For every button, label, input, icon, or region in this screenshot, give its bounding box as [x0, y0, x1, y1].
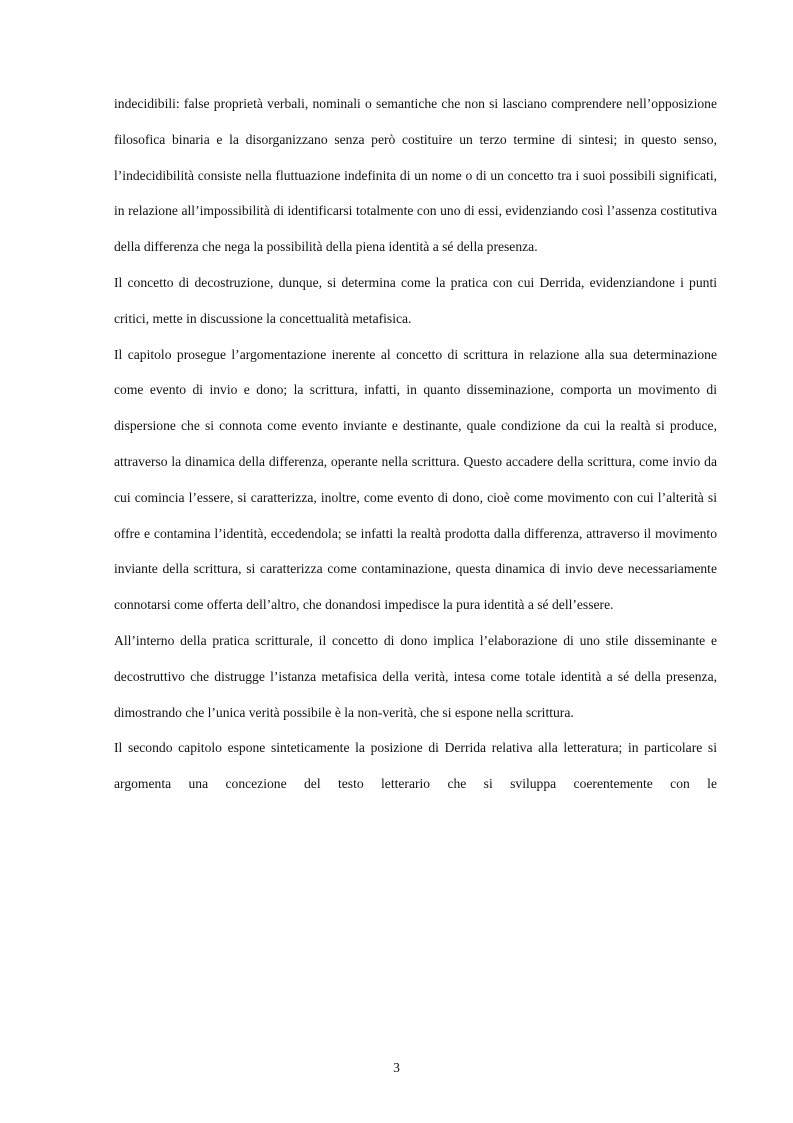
body-text: [114, 86, 717, 802]
paragraph-5: Il secondo capitolo espone sinteticamente la posizione di Derrida relativa alla letteratura; in particolare si argomenta una concezione del testo letterario che si sviluppa coerentemente con le: [114, 740, 717, 792]
paragraph-1: indecidibili: false proprietà verbali, nominali o semantiche che non si lasciano comprendere nell’opposizione filosofica binaria e la disorganizzano senza però costituire un terzo termine di sintesi; in questo senso, l’indecidibilità consiste nella fluttuazione indefinita di un nome o di un concetto tra i suoi possibili significati, in relazione all’impossibilità di identificarsi totalmente con uno di essi, evidenziando così l’assenza costitutiva della differenza che nega la possibilità della piena identità a sé della presenza.: [114, 96, 717, 255]
paragraph-3: Il capitolo prosegue l’argomentazione inerente al concetto di scrittura in relazione alla sua determinazione come evento di invio e dono; la scrittura, infatti, in quanto disseminazione, comporta un movimento di dispersione che si connota come evento inviante e destinante, quale condizione da cui la realtà si produce, attraverso la dinamica della differenza, operante nella scrittura. Questo accadere della scrittura, come invio da cui comincia l’essere, si caratterizza, inoltre, come evento di dono, cioè come movimento con cui l’alterità si offre e contamina l’identità, eccedendola; se infatti la realtà prodotta dalla differenza, attraverso il movimento inviante della scrittura, si caratterizza come contaminazione, questa dinamica di invio deve necessariamente connotarsi come offerta dell’altro, che donandosi impedisce la pura identità a sé dell’essere.: [114, 346, 717, 613]
paragraph-4: All’interno della pratica scritturale, il concetto di dono implica l’elaborazione di uno stile disseminante e decostruttivo che distrugge l’istanza metafisica della verità, intesa come totale identità a sé della presenza, dimostrando che l’unica verità possibile è la non-verità, che si espone nella scrittura.: [114, 632, 717, 720]
paragraph-2: Il concetto di decostruzione, dunque, si determina come la pratica con cui Derrida, evidenziandone i punti critici, mette in discussione la concettualità metafisica.: [114, 274, 717, 326]
page-number: 3: [393, 1060, 400, 1075]
